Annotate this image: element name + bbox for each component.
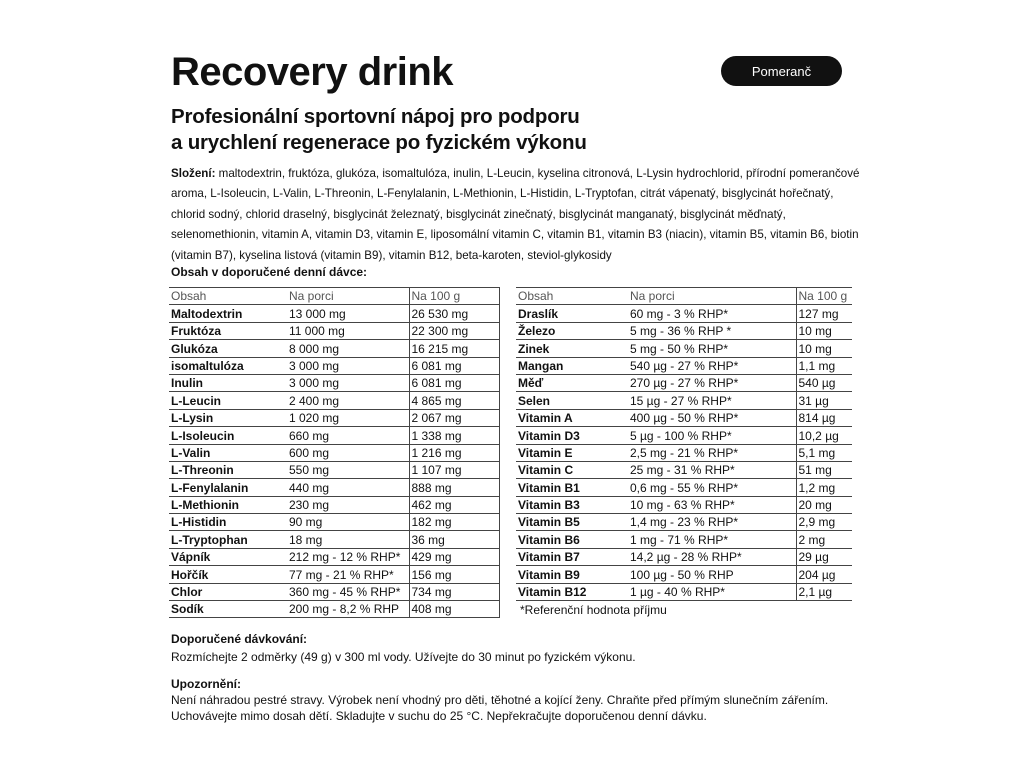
header-na-porci: Na porci <box>628 288 796 305</box>
nutrient-per-portion: 77 mg - 21 % RHP* <box>287 566 409 583</box>
table-row <box>516 340 852 357</box>
nutrient-per-100g: 540 µg <box>796 374 852 391</box>
nutrient-name: Vitamin B3 <box>516 496 628 513</box>
nutrient-name: Vitamin D3 <box>516 427 628 444</box>
nutrient-per-portion: 1 µg - 40 % RHP* <box>628 583 796 600</box>
nutrient-per-100g: 29 µg <box>796 548 852 565</box>
nutrient-per-portion: 5 mg - 50 % RHP* <box>628 340 796 357</box>
table-row <box>516 583 852 600</box>
nutrient-name: Vitamin B6 <box>516 531 628 548</box>
nutrient-per-portion: 200 mg - 8,2 % RHP <box>287 601 409 618</box>
nutrient-per-100g: 20 mg <box>796 496 852 513</box>
nutrient-per-100g: 10,2 µg <box>796 427 852 444</box>
nutrient-per-100g: 51 mg <box>796 461 852 478</box>
nutrient-name: Vitamin A <box>516 409 628 426</box>
nutrient-per-100g: 888 mg <box>409 479 499 496</box>
table-header-row <box>169 288 499 305</box>
nutrient-per-100g: 204 µg <box>796 566 852 583</box>
nutrient-name: L-Fenylalanin <box>169 479 287 496</box>
nutrient-name: Vitamin B7 <box>516 548 628 565</box>
nutrient-name: Vápník <box>169 548 287 565</box>
table-row <box>516 548 852 565</box>
nutrient-per-100g: 1,2 mg <box>796 479 852 496</box>
table-row <box>169 514 499 531</box>
nutrient-per-portion: 550 mg <box>287 461 409 478</box>
dosage-text: Rozmíchejte 2 odměrky (49 g) v 300 ml vody. Užívejte do 30 minut po fyzickém výkonu. <box>171 650 636 664</box>
header-na-100g: Na 100 g <box>409 288 499 305</box>
nutrient-name: Inulin <box>169 374 287 391</box>
table-row <box>169 566 499 583</box>
nutrient-name: Fruktóza <box>169 322 287 339</box>
nutrient-name: isomaltulóza <box>169 357 287 374</box>
nutrient-per-100g: 22 300 mg <box>409 322 499 339</box>
nutrient-per-100g: 1 216 mg <box>409 444 499 461</box>
table-row <box>169 548 499 565</box>
table-row <box>516 357 852 374</box>
nutrient-per-portion: 3 000 mg <box>287 357 409 374</box>
nutrient-per-portion: 14,2 µg - 28 % RHP* <box>628 548 796 565</box>
nutrient-per-portion: 0,6 mg - 55 % RHP* <box>628 479 796 496</box>
composition <box>171 164 861 266</box>
nutrient-per-100g: 2,1 µg <box>796 583 852 600</box>
nutrient-per-portion: 2,5 mg - 21 % RHP* <box>628 444 796 461</box>
subtitle-line-2: a urychlení regenerace po fyzickém výkonu <box>171 131 587 154</box>
nutrient-per-portion: 3 000 mg <box>287 374 409 391</box>
table-row <box>169 392 499 409</box>
table-row <box>169 322 499 339</box>
nutrient-name: L-Lysin <box>169 409 287 426</box>
table-row <box>516 531 852 548</box>
header-obsah: Obsah <box>169 288 287 305</box>
nutrient-name: Maltodextrin <box>169 305 287 322</box>
table-row <box>169 531 499 548</box>
nutrient-name: Vitamin B1 <box>516 479 628 496</box>
nutrient-per-portion: 1 mg - 71 % RHP* <box>628 531 796 548</box>
nutrient-name: L-Leucin <box>169 392 287 409</box>
nutrient-per-portion: 400 µg - 50 % RHP* <box>628 409 796 426</box>
nutrient-name: Draslík <box>516 305 628 322</box>
table-row <box>169 374 499 391</box>
table-row <box>169 583 499 600</box>
nutrient-per-100g: 4 865 mg <box>409 392 499 409</box>
table-row <box>516 305 852 322</box>
nutrient-per-100g: 6 081 mg <box>409 374 499 391</box>
nutrient-per-portion: 8 000 mg <box>287 340 409 357</box>
nutrient-per-100g: 408 mg <box>409 601 499 618</box>
nutrient-name: Vitamin B9 <box>516 566 628 583</box>
nutrient-name: Selen <box>516 392 628 409</box>
table-row <box>516 322 852 339</box>
nutrient-per-100g: 10 mg <box>796 340 852 357</box>
nutrient-per-100g: 6 081 mg <box>409 357 499 374</box>
table-row <box>516 409 852 426</box>
nutrient-name: Vitamin B12 <box>516 583 628 600</box>
nutrient-name: L-Isoleucin <box>169 427 287 444</box>
table-header-row <box>516 288 852 305</box>
nutrition-table-right <box>516 287 852 601</box>
nutrient-per-100g: 10 mg <box>796 322 852 339</box>
nutrient-per-portion: 540 µg - 27 % RHP* <box>628 357 796 374</box>
nutrient-name: L-Histidin <box>169 514 287 531</box>
nutrient-name: L-Tryptophan <box>169 531 287 548</box>
nutrient-per-portion: 600 mg <box>287 444 409 461</box>
nutrient-per-100g: 814 µg <box>796 409 852 426</box>
nutrient-name: Vitamin E <box>516 444 628 461</box>
nutrient-name: Mangan <box>516 357 628 374</box>
nutrient-per-portion: 270 µg - 27 % RHP* <box>628 374 796 391</box>
nutrient-per-100g: 26 530 mg <box>409 305 499 322</box>
nutrient-per-100g: 1 338 mg <box>409 427 499 444</box>
composition-text: maltodextrin, fruktóza, glukóza, isomaltulóza, inulin, L-Leucin, kyselina citronová, L-Lysin hydrochlorid, přírodní pomerančové aroma, L-Isoleucin, L-Valin, L-Threonin, L-Fenylalanin, L-Methionin, L-Histidin, L-Tryptofan, citrát vápenatý, bisglycinát hořečnatý, chlorid sodný, chlorid draselný, bisglycinát železnatý, bisglycinát zinečnatý, bisglycinát manganatý, bisglycinát měďnatý, selenomethionin, vitamin A, vitamin D3, vitamin E, liposomální vitamin C, vitamin B1, vitamin B3 (niacin), vitamin B5, vitamin B6, biotin (vitamin B7), kyselina listová (vitamin B9), vitamin B12, beta-karoten, steviol-glykosidy <box>171 167 860 262</box>
table-row <box>169 409 499 426</box>
nutrient-per-100g: 2 mg <box>796 531 852 548</box>
nutrient-name: Sodík <box>169 601 287 618</box>
nutrient-per-portion: 660 mg <box>287 427 409 444</box>
nutrient-per-100g: 462 mg <box>409 496 499 513</box>
table-row <box>516 444 852 461</box>
nutrient-per-portion: 1,4 mg - 23 % RHP* <box>628 514 796 531</box>
nutrient-per-portion: 2 400 mg <box>287 392 409 409</box>
table-row <box>516 427 852 444</box>
table-row <box>169 601 499 618</box>
nutrient-per-portion: 15 µg - 27 % RHP* <box>628 392 796 409</box>
nutrient-per-portion: 440 mg <box>287 479 409 496</box>
table-row <box>516 566 852 583</box>
table-row <box>169 461 499 478</box>
nutrient-per-100g: 1 107 mg <box>409 461 499 478</box>
header-obsah: Obsah <box>516 288 628 305</box>
nutrient-per-portion: 60 mg - 3 % RHP* <box>628 305 796 322</box>
table-row <box>169 479 499 496</box>
header-na-porci: Na porci <box>287 288 409 305</box>
nutrient-name: L-Threonin <box>169 461 287 478</box>
table-row <box>516 514 852 531</box>
table-row <box>516 374 852 391</box>
nutrient-name: Železo <box>516 322 628 339</box>
nutrient-name: Zinek <box>516 340 628 357</box>
table-row <box>516 479 852 496</box>
product-title: Recovery drink <box>171 50 454 94</box>
nutrient-per-portion: 100 µg - 50 % RHP <box>628 566 796 583</box>
nutrient-per-100g: 734 mg <box>409 583 499 600</box>
nutrient-per-100g: 16 215 mg <box>409 340 499 357</box>
nutrient-name: Vitamin C <box>516 461 628 478</box>
nutrient-per-portion: 212 mg - 12 % RHP* <box>287 548 409 565</box>
footnote: *Referenční hodnota příjmu <box>520 603 667 617</box>
table-row <box>169 496 499 513</box>
nutrient-name: Hořčík <box>169 566 287 583</box>
table-row <box>516 496 852 513</box>
dosage-heading: Doporučené dávkování: <box>171 632 308 646</box>
nutrient-per-portion: 25 mg - 31 % RHP* <box>628 461 796 478</box>
nutrient-per-portion: 5 mg - 36 % RHP * <box>628 322 796 339</box>
nutrient-name: Chlor <box>169 583 287 600</box>
nutrient-name: Měď <box>516 374 628 391</box>
table-row <box>516 461 852 478</box>
nutrient-name: L-Valin <box>169 444 287 461</box>
product-subtitle <box>171 104 587 156</box>
table-row <box>169 340 499 357</box>
header-na-100g: Na 100 g <box>796 288 852 305</box>
table-row <box>516 392 852 409</box>
nutrient-per-100g: 127 mg <box>796 305 852 322</box>
nutrient-per-portion: 90 mg <box>287 514 409 531</box>
nutrition-table-heading: Obsah v doporučené denní dávce: <box>171 265 368 279</box>
nutrient-per-portion: 11 000 mg <box>287 322 409 339</box>
nutrient-per-100g: 182 mg <box>409 514 499 531</box>
nutrient-per-100g: 5,1 mg <box>796 444 852 461</box>
nutrient-per-100g: 31 µg <box>796 392 852 409</box>
table-row <box>169 357 499 374</box>
table-row <box>169 427 499 444</box>
warning-heading: Upozornění: <box>171 677 241 691</box>
nutrient-per-portion: 230 mg <box>287 496 409 513</box>
nutrient-per-portion: 13 000 mg <box>287 305 409 322</box>
table-row <box>169 444 499 461</box>
nutrient-per-100g: 1,1 mg <box>796 357 852 374</box>
nutrient-per-portion: 10 mg - 63 % RHP* <box>628 496 796 513</box>
warning-text: Není náhradou pestré stravy. Výrobek není vhodný pro děti, těhotné a kojící ženy. Chraňte před přímým slunečním zářením. Uchovávejte mimo dosah dětí. Skladujte v suchu do 25 °C. Nepřekračujte doporučenou denní dávku. <box>171 693 829 723</box>
composition-label: Složení: <box>171 167 216 180</box>
nutrient-name: Glukóza <box>169 340 287 357</box>
flavor-badge: Pomeranč <box>721 56 842 86</box>
nutrient-per-portion: 360 mg - 45 % RHP* <box>287 583 409 600</box>
table-row <box>169 305 499 322</box>
nutrient-per-portion: 1 020 mg <box>287 409 409 426</box>
nutrient-name: Vitamin B5 <box>516 514 628 531</box>
nutrient-name: L-Methionin <box>169 496 287 513</box>
nutrient-per-100g: 36 mg <box>409 531 499 548</box>
nutrient-per-portion: 18 mg <box>287 531 409 548</box>
nutrient-per-100g: 156 mg <box>409 566 499 583</box>
nutrient-per-100g: 429 mg <box>409 548 499 565</box>
nutrition-table-left <box>169 287 500 618</box>
nutrient-per-portion: 5 µg - 100 % RHP* <box>628 427 796 444</box>
nutrient-per-100g: 2 067 mg <box>409 409 499 426</box>
nutrient-per-100g: 2,9 mg <box>796 514 852 531</box>
subtitle-line-1: Profesionální sportovní nápoj pro podporu <box>171 105 580 128</box>
